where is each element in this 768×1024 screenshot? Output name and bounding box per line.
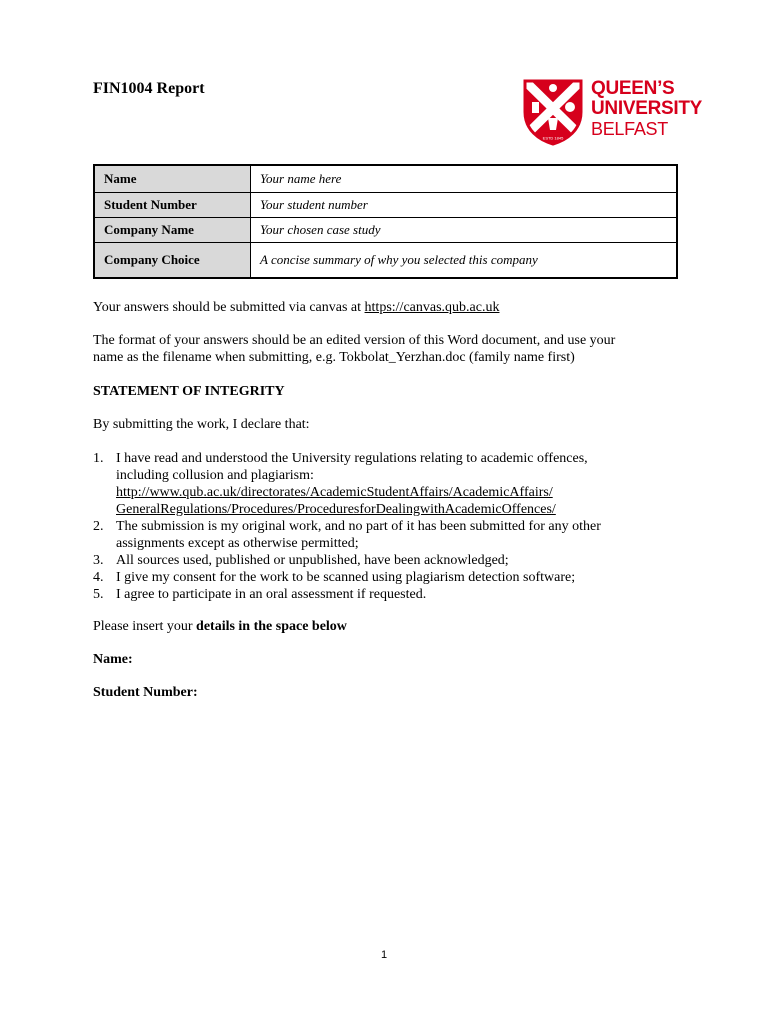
list-item-number: 4. [93,570,104,585]
university-crest-icon [522,78,584,146]
canvas-link[interactable]: https://canvas.qub.ac.uk [364,300,500,315]
list-item-number: 1. [93,451,104,466]
submission-paragraph [93,299,693,316]
company-choice-field[interactable]: A concise summary of why you selected this company [251,243,678,279]
details-prompt [93,618,693,635]
student-number-label: Student Number: [93,685,198,700]
format-note-line1: The format of your answers should be an edited version of this Word document, and use your [93,333,616,348]
list-item-text: including collusion and plagiarism: [116,468,314,483]
university-logo [522,78,712,146]
list-item-number: 3. [93,553,104,568]
table-row [94,218,677,243]
integrity-intro: By submitting the work, I declare that: [93,417,310,432]
details-bold-text: details in the space below [196,619,347,634]
list-item [93,518,673,552]
company-name-field[interactable]: Your chosen case study [251,218,678,243]
row-label-company-name: Company Name [94,218,251,243]
wordmark-line3: BELFAST [591,119,668,139]
list-item-text: The submission is my original work, and no part of it has been submitted for any other [116,519,601,534]
row-label-student-number: Student Number [94,193,251,218]
format-note-line2: name as the filename when submitting, e.g. Tokbolat_Yerzhan.doc (family name first) [93,350,575,365]
list-item-number: 5. [93,587,104,602]
wordmark-line2: UNIVERSITY [591,98,703,119]
page-number: 1 [380,949,388,961]
integrity-heading: STATEMENT OF INTEGRITY [93,384,285,399]
format-note-paragraph [93,332,693,366]
university-wordmark [591,79,702,139]
name-field[interactable]: Your name here [251,165,678,193]
list-item [93,450,673,518]
student-info-table [93,164,678,279]
table-row [94,243,677,279]
table-row [94,193,677,218]
list-item-text: I have read and understood the University regulations relating to academic offences, [116,451,588,466]
list-item-text: I agree to participate in an oral assessment if requested. [116,587,427,602]
list-item-text: assignments except as otherwise permitted; [116,536,359,551]
row-label-name: Name [94,165,251,193]
row-label-company-choice: Company Choice [94,243,251,279]
submission-text: Your answers should be submitted via canvas at [93,300,365,315]
list-item-number: 2. [93,519,104,534]
list-item [93,552,673,569]
regulations-link-part2[interactable]: GeneralRegulations/Procedures/ProceduresforDealingwithAcademicOffences/ [116,502,556,517]
student-number-field[interactable]: Your student number [251,193,678,218]
table-row [94,165,677,193]
wordmark-line1: QUEEN’S [591,78,675,99]
crest-estd-text: ESTD 1845 [542,135,564,141]
list-item [93,569,673,586]
details-prefix: Please insert your [93,619,197,634]
list-item-text: All sources used, published or unpublished, have been acknowledged; [116,553,509,568]
integrity-declarations-list [93,450,673,603]
regulations-link-part1[interactable]: http://www.qub.ac.uk/directorates/AcademicStudentAffairs/AcademicAffairs/ [116,485,553,500]
list-item [93,586,673,603]
list-item-text: I give my consent for the work to be scanned using plagiarism detection software; [116,570,576,585]
name-label: Name: [93,652,133,667]
document-title: FIN1004 Report [93,80,205,97]
